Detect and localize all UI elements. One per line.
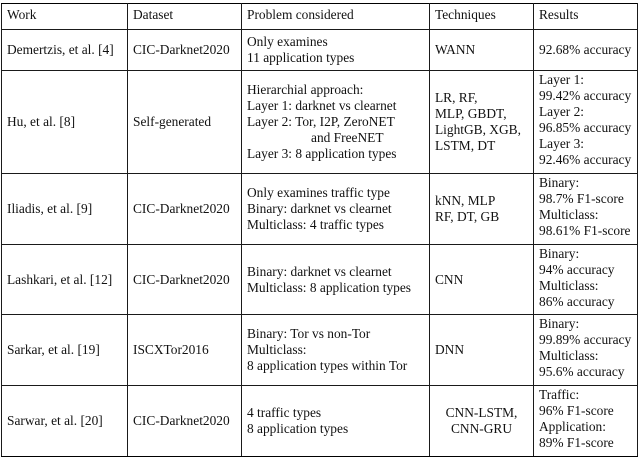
- work-cell: Hu, et al. [8]: [2, 71, 128, 174]
- header-dataset: Dataset: [128, 4, 242, 30]
- result-line: Multiclass:: [539, 277, 599, 293]
- problem-line: Only examines traffic type: [247, 185, 390, 201]
- technique-line: RF, DT, GB: [435, 209, 500, 224]
- header-row: [2, 4, 638, 30]
- technique-line: kNN, MLP: [435, 193, 496, 209]
- problem-cell: [242, 245, 430, 315]
- problem-cell: [242, 174, 430, 245]
- result-line: Layer 2:: [539, 103, 584, 119]
- problem-cell: [242, 71, 430, 174]
- result-line: 92.46% accuracy: [539, 151, 632, 167]
- problem-cell: [242, 386, 430, 457]
- header-techniques: Techniques: [430, 4, 534, 30]
- techniques-cell: [430, 315, 534, 386]
- technique-line: DNN: [435, 342, 465, 358]
- results-cell: [534, 315, 638, 386]
- problem-line: Binary: Tor vs non-Tor: [247, 326, 371, 342]
- problem-line: 4 traffic types: [247, 405, 322, 421]
- result-line: 95.6% accuracy: [539, 363, 625, 379]
- problem-line: Hierarchial approach:: [247, 82, 364, 98]
- result-line: Binary:: [539, 316, 580, 331]
- technique-line: MLP, GBDT,: [435, 106, 507, 122]
- problem-line: Layer 3: 8 application types: [247, 145, 397, 161]
- comparison-table: [1, 3, 638, 457]
- result-line: 98.7% F1-score: [539, 190, 624, 206]
- technique-line: WANN: [435, 42, 476, 58]
- header-problem: Problem considered: [242, 4, 430, 30]
- problem-line: and FreeNET: [311, 129, 384, 145]
- result-line: Binary:: [539, 246, 580, 261]
- dataset-cell: CIC-Darknet2020: [128, 30, 242, 71]
- table-row: [2, 386, 638, 457]
- result-line: 92.68% accuracy: [539, 42, 632, 58]
- work-cell: Sarwar, et al. [20]: [2, 386, 128, 457]
- dataset-cell: CIC-Darknet2020: [128, 174, 242, 245]
- result-line: Application:: [539, 418, 606, 434]
- technique-line: CNN: [435, 271, 464, 287]
- technique-line: LSTM, DT: [435, 137, 496, 153]
- table-row: [2, 245, 638, 315]
- results-cell: [534, 30, 638, 71]
- problem-line: Only examines: [247, 34, 328, 50]
- dataset-cell: CIC-Darknet2020: [128, 245, 242, 315]
- header-work: Work: [2, 4, 128, 30]
- results-cell: [534, 386, 638, 457]
- problem-line: Layer 2: Tor, I2P, ZeroNET: [247, 114, 395, 130]
- result-line: Traffic:: [539, 387, 580, 402]
- result-line: Layer 1:: [539, 72, 584, 87]
- dataset-cell: CIC-Darknet2020: [128, 386, 242, 457]
- technique-line: LR, RF,: [435, 90, 478, 106]
- techniques-cell: [430, 71, 534, 174]
- result-line: Layer 3:: [539, 135, 584, 151]
- results-cell: [534, 245, 638, 315]
- result-line: 99.42% accuracy: [539, 87, 632, 103]
- work-cell: Sarkar, et al. [19]: [2, 315, 128, 386]
- result-line: 96.85% accuracy: [539, 119, 632, 135]
- problem-line: Layer 1: darknet vs clearnet: [247, 98, 397, 114]
- result-line: 98.61% F1-score: [539, 222, 631, 238]
- result-line: Multiclass:: [539, 206, 599, 222]
- table-row: [2, 315, 638, 386]
- table-row: [2, 71, 638, 174]
- result-line: Binary:: [539, 175, 580, 190]
- table-row: [2, 174, 638, 245]
- techniques-cell: [430, 386, 534, 457]
- table-row: [2, 30, 638, 71]
- problem-line: Multiclass: 4 traffic types: [247, 216, 384, 232]
- problem-line: Multiclass: 8 application types: [247, 279, 412, 295]
- results-cell: [534, 71, 638, 174]
- techniques-cell: [430, 245, 534, 315]
- result-line: 86% accuracy: [539, 293, 615, 309]
- dataset-cell: Self-generated: [128, 71, 242, 174]
- technique-line: CNN-LSTM,: [445, 405, 518, 421]
- techniques-cell: [430, 30, 534, 71]
- dataset-cell: ISCXTor2016: [128, 315, 242, 386]
- result-line: Multiclass:: [539, 347, 599, 363]
- problem-line: Binary: darknet vs clearnet: [247, 201, 392, 217]
- problem-cell: [242, 315, 430, 386]
- problem-line: Multiclass:: [247, 342, 307, 358]
- result-line: 89% F1-score: [539, 434, 614, 450]
- results-cell: [534, 174, 638, 245]
- work-cell: Lashkari, et al. [12]: [2, 245, 128, 315]
- problem-line: 11 application types: [247, 50, 355, 65]
- result-line: 96% F1-score: [539, 402, 614, 418]
- result-line: 94% accuracy: [539, 261, 615, 277]
- work-cell: Iliadis, et al. [9]: [2, 174, 128, 245]
- technique-line: LightGB, XGB,: [435, 122, 521, 137]
- problem-cell: [242, 30, 430, 71]
- header-results: Results: [534, 4, 638, 30]
- techniques-cell: [430, 174, 534, 245]
- result-line: 99.89% accuracy: [539, 331, 632, 347]
- problem-line: 8 application types: [247, 421, 349, 436]
- problem-line: Binary: darknet vs clearnet: [247, 263, 392, 279]
- technique-line: CNN-GRU: [450, 421, 512, 436]
- work-cell: Demertzis, et al. [4]: [2, 30, 128, 71]
- problem-line: 8 application types within Tor: [247, 357, 408, 373]
